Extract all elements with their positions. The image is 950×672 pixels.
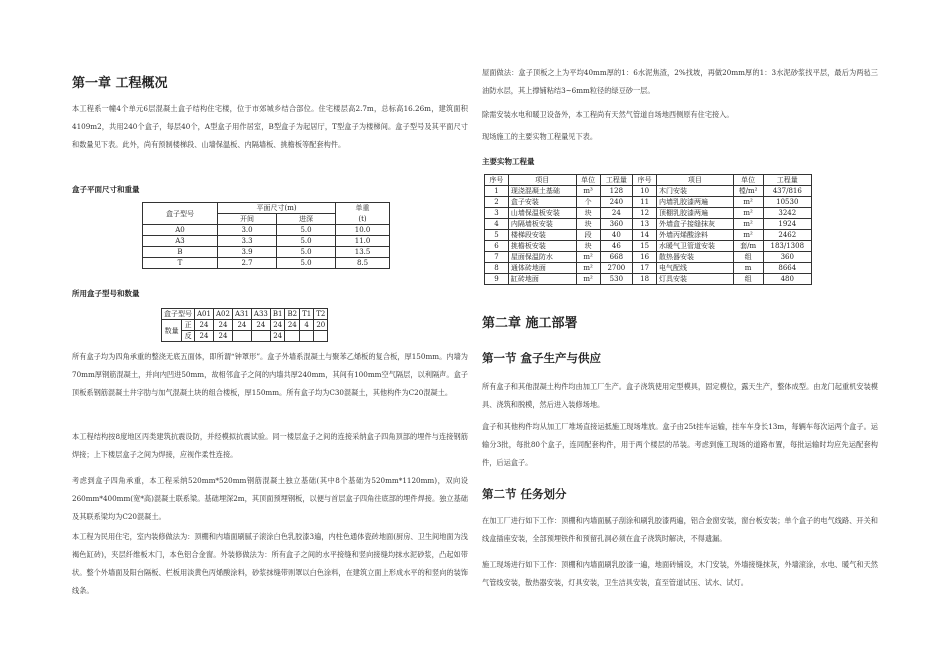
table-row: 5 楼梯段安装 段 40 14 外墙丙烯酸涂料 m² 2462 [485, 230, 812, 241]
th-unit: (t) [336, 214, 390, 225]
table-row: A0 3.0 5.0 10.0 [143, 225, 390, 236]
paragraph-foundation: 考虑到盒子四角承重，本工程采纳520mm*520mm钢筋混凝土独立基础(其中8个基础为520mm*1120mm)，双向设260mm*400mm(宽*高)混凝土联系梁。基础埋深2m，其顶面预埋钢板，以便与首层盒子四角往底部的埋件焊接。独立基础及其联系梁均为C20混凝土。 [72, 476, 468, 521]
paragraph-decoration: 本工程为民用住宅，室内装修做法为：顶棚和内墙面刷腻子滚涂白色乳胶漆3遍，内柱色通体瓷砖地面(厨房、卫生间地面为浅褐色缸砖)，夹层纤维板木门，本色铝合金窗。外装修做法为：所有盒子之间的水平接缝和竖向接缝均抹水泥砂浆，凸起如带状。整个外墙面及阳台隔板、栏板用淡黄色丙烯酸涂料，砂浆抹缝带则罩以白色涂料，在建筑立面上形成水平的和竖向的装饰线条。 [72, 532, 468, 595]
paragraph-roof: 屋面做法：盒子顶板之上为平均40mm厚的1：6水泥焦渣，2%找坡，再做20mm厚的1：3水泥砂浆找平层，最后为两毡三油防水层，其上撑铺粘结3~6mm粒径的绿豆砂一层。 [482, 68, 878, 95]
paragraph-transport: 盒子和其他构件均从加工厂堆场直接运抵施工现场堆放。盒子由25t挂车运输，挂车车身长13m，每辆车每次运两个盒子。运输分3批，每批80个盒子，连同配套构件，用于两个楼层的吊装。考虑到施工现场的道路布置，每批运输时均应先运配套构件，后运盒子。 [482, 422, 878, 467]
th-qty: 数量 [162, 320, 182, 342]
table-row: 3 山墙保温板安装 块 24 12 顶棚乳胶漆两遍 m² 3242 [485, 208, 812, 219]
paragraph-box-structure: 所有盒子均为四角承重的整浇无底五面体，即所谓“钟罩形”。盒子外墙系混凝土与聚苯乙烯板的复合板，厚150mm。内墙为70mm厚钢筋混凝土，并向内凹进50mm，故相邻盒子之间的内墙共厚240mm，其间有100mm空气隔层，以利隔声。盒子顶板系钢筋混凝土井字肋与加气混凝土块的组合楼板，厚150mm。所有盒子均为C30混凝土，其他构件为C20混凝土。 [72, 352, 468, 397]
th-type: 盒子型号 [143, 203, 218, 225]
th-depth: 进深 [277, 214, 336, 225]
table-row: 8 通体砖地面 m² 2700 17 电气配线 m 8664 [485, 263, 812, 274]
table-quantities: 序号 项目 单位 工程量 序号 项目 单位 工程量 1 现浇混凝土基础 m³ 128 10 木门安装 樘/m² 437/816 2 盒子安装 个 240 11 内墙乳胶漆两遍 m² 10530 3 山墙保温板安装 块 24 12 顶棚乳胶漆两遍 m² 3242 4 内隔墙板安装 块 360 13 外墙盒子接缝抹灰 m² 1924 5 楼梯段安装 段 40 14 外墙丙烯酸涂料 m² 2462 6 挑檐板安装 块 46 15 水暖气卫管道安装 套/m 183/1308 7 屋面保温防水 m² 668 16 散热器安装 组 360 8 通体砖地面 m² 2700 17 电气配线 m 8664 9 缸砖地面 m² 530 18 灯具安装 组 480 [484, 174, 812, 285]
section1-title: 第一节 盒子生产与供应 [482, 351, 602, 365]
table-row: 数量 正 24 24 24 24 24 24 4 20 [162, 320, 328, 331]
table1-caption: 盒子平面尺寸和重量 [72, 185, 140, 194]
table-box-size [142, 202, 390, 269]
table-box-qty: 盒子型号 A01 A02 A31 A33 B1 B2 T1 T2 数量 正 24 24 24 24 24 24 4 20 反 24 24 24 [161, 308, 328, 342]
table-row: 9 缸砖地面 m² 530 18 灯具安装 组 480 [485, 274, 812, 285]
table-row: 2 盒子安装 个 240 11 内墙乳胶漆两遍 m² 10530 [485, 197, 812, 208]
table-row: 4 内隔墙板安装 块 360 13 外墙盒子接缝抹灰 m² 1924 [485, 219, 812, 230]
table-row: 1 现浇混凝土基础 m³ 128 10 木门安装 樘/m² 437/816 [485, 186, 812, 197]
paragraph-production: 所有盒子和其他混凝土构件均由加工厂生产。盒子浇筑使用定型模具，固定模位，露天生产，整体成型。由龙门起重机安装模具、浇筑和脱模，然后进入装修场地。 [482, 382, 878, 409]
paragraph-utilities: 除需安装水电和暖卫设备外，本工程尚有天然气管道自场地西侧原有住宅接入。 [482, 110, 734, 119]
table2-caption: 所用盒子型号和数量 [72, 289, 140, 298]
paragraph-quantities-intro: 现场施工的主要实物工程量见下表。 [482, 132, 598, 141]
table-row: T 2.7 5.0 8.5 [143, 258, 390, 269]
th-weight: 单重 [336, 203, 390, 214]
paragraph-site-work: 施工现场进行如下工作：顶棚和内墙面刷乳胶漆一遍，地面砖铺设，木门安装，外墙接缝抹灰，外墙滚涂，水电、暖气和天然气管线安装，散热器安装，灯具安装，卫生洁具安装，直至管道试压、试水、试灯。 [482, 560, 878, 587]
table-row: 6 挑檐板安装 块 46 15 水暖气卫管道安装 套/m 183/1308 [485, 241, 812, 252]
paragraph-overview: 本工程系一幢4个单元6层混凝土盒子结构住宅楼，位于市郊城乡结合部位。住宅楼层高2.7m，总标高16.26m，建筑面积4109m2，共用240个盒子，每层40个，A型盒子用作居室，B型盒子为起居厅，T型盒子为楼梯间。盒子型号及其平面尺寸和数量见下表。此外，尚有预制楼梯段、山墙保温板、内隔墙板、挑檐板等配套构件。 [72, 104, 468, 149]
th-size: 平面尺寸(m) [218, 203, 336, 214]
th-type2: 盒子型号 [162, 309, 195, 320]
table-row: B 3.9 5.0 13.5 [143, 247, 390, 258]
chapter1-title: 第一章 工程概况 [72, 76, 168, 91]
table-row: A3 3.3 5.0 11.0 [143, 236, 390, 247]
table3-caption: 主要实物工程量 [482, 157, 535, 166]
paragraph-seismic: 本工程结构按8度地区丙类建筑抗震设防，并经模拟抗震试验。同一楼层盒子之间的连接采纳盒子四角顶部的埋件与连接钢筋焊接；上下楼层盒子之间为焊接，应视作柔性连接。 [72, 432, 468, 459]
paragraph-factory-work: 在加工厂进行如下工作：顶棚和内墙面腻子刮涂和刷乳胶漆两遍，铝合金窗安装，窗台板安装；单个盒子的电气线路、开关和线盒插座安装，全部预埋铁件和预留孔洞必须在盒子浇筑时解决，不得遗漏。 [482, 516, 878, 543]
section2-title: 第二节 任务划分 [482, 487, 567, 501]
table-row: 反 24 24 24 [162, 331, 328, 342]
th-open: 开间 [218, 214, 277, 225]
chapter2-title: 第二章 施工部署 [482, 316, 578, 331]
table-row: 7 屋面保温防水 m² 668 16 散热器安装 组 360 [485, 252, 812, 263]
